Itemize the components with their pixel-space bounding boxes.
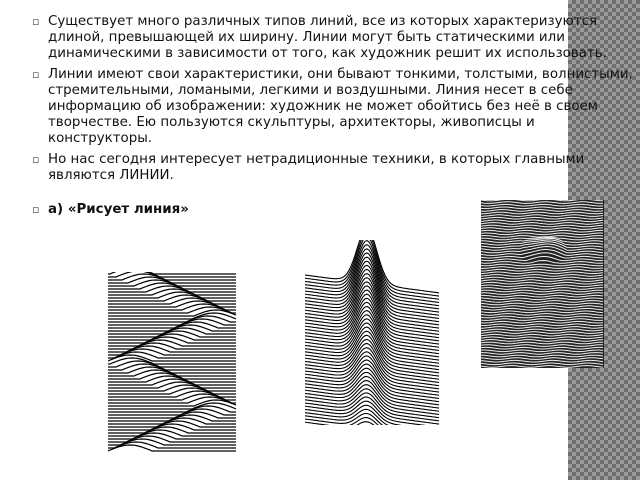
bullet-icon: ▫	[32, 203, 40, 217]
bullet-item	[30, 14, 634, 63]
bullet-text: Существует много различных типов линий, все из которых характеризуются длиной, превышающей их ширину. Линии могут быть статическими или динамическими в зависимости от того, как художник решит их использовать.	[48, 14, 607, 62]
zigzag-line-art-image	[108, 272, 237, 452]
bullet-icon: ▫	[32, 152, 40, 166]
bullet-icon: ▫	[32, 15, 40, 28]
bullet-icon: ▫	[32, 67, 40, 81]
bullet-text: а) «Рисует линия»	[48, 202, 189, 218]
bullet-text: Но нас сегодня интересует нетрадиционные техники, в которых главными являются ЛИНИИ.	[48, 151, 585, 183]
crater-line-art-image	[481, 200, 604, 368]
peak-line-art-image	[305, 240, 440, 425]
bullet-item	[30, 152, 634, 184]
bullet-text: Линии имеют свои характеристики, они бывают тонкими, толстыми, волнистыми, стремительными, ломаными, легкими и воздушными. Линия несет в себе информацию об изображении: художник не может обойтись без неё в своем творчестве. Ею пользуются скульптуры, архитекторы, живописцы и конструкторы.	[48, 66, 633, 147]
bullet-list	[30, 14, 634, 218]
slide-content	[30, 14, 634, 222]
bullet-item	[30, 67, 634, 148]
